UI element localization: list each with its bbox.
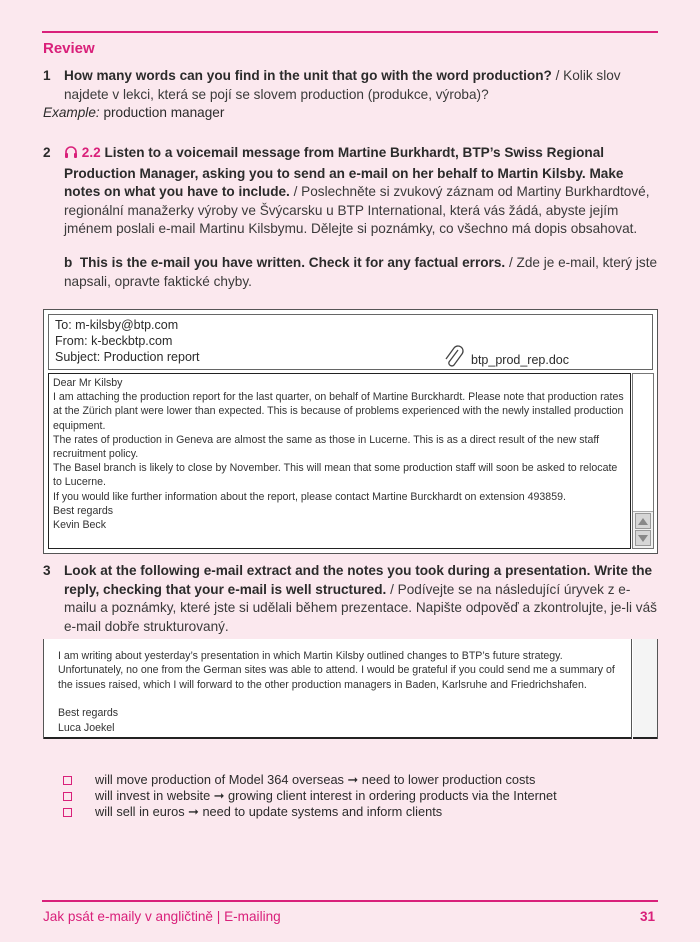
email-body[interactable] <box>48 373 631 549</box>
question-translation: / Zde je e-mail, který jste napsali, opravte faktické chyby. <box>64 255 658 289</box>
question-1 <box>43 67 658 104</box>
question-text: How many words can you find in the unit that go with the word production? <box>64 68 552 83</box>
question-text: Listen to a voicemail message from Martine Burkhardt, BTP’s Swiss Regional Production Manager, asking you to send an e-mail on her behalf to Martin Kilsby. Make notes on what you have to include. <box>64 145 624 199</box>
email-subject: Subject: Production report <box>55 350 200 364</box>
question-number: 1 <box>43 68 51 83</box>
top-rule <box>42 31 658 33</box>
example-text: production manager <box>99 105 225 120</box>
question-3 <box>43 562 658 636</box>
email-extract-text: I am writing about yesterday’s presentation in which Martin Kilsby outlined changes to BTP’s future strategy. Unfortunately, no one from the German sites was able to attend. I would be grateful if you could send me a summary of the issues raised, which I will forward to the other production managers in Baden, Karlsruhe and Friedrichshafen. <box>58 650 615 691</box>
question-letter: b <box>64 255 73 270</box>
email-window <box>43 309 658 554</box>
scrollbar[interactable] <box>632 373 654 549</box>
email-line: The rates of production in Geneva are almost the same as those in Lucerne. This is as a direct result of the new staff recruitment policy. <box>53 433 600 461</box>
email-extract-closing: Best regards <box>58 707 119 720</box>
attachment-name: btp_prod_rep.doc <box>471 353 569 367</box>
checkbox[interactable] <box>63 792 72 801</box>
email-from: From: k-beckbtp.com <box>55 334 173 348</box>
headphones-icon[interactable] <box>64 145 78 165</box>
bottom-rule <box>42 900 658 902</box>
email-line: If you would like further information about the report, please contact Martine Burckhardt on extension 493859. <box>53 490 566 503</box>
arrow-up-icon <box>638 518 648 525</box>
checkbox[interactable] <box>63 808 72 817</box>
notes-list <box>63 772 557 821</box>
email-line: Best regards <box>53 504 114 517</box>
note-text: will move production of Model 364 overseas ➞ need to lower production costs <box>95 772 536 787</box>
note-text: will invest in website ➞ growing client interest in ordering products via the Internet <box>95 788 557 804</box>
email-line: Kevin Beck <box>53 519 106 532</box>
email-extract-name: Luca Joekel <box>58 721 115 734</box>
scrollbar[interactable] <box>633 639 657 739</box>
paperclip-icon <box>443 345 465 375</box>
question-number: 3 <box>43 563 51 578</box>
attachment[interactable] <box>443 345 569 375</box>
email-extract-body[interactable] <box>44 639 632 739</box>
footer-title: Jak psát e-maily v angličtině | E-mailing <box>43 909 281 924</box>
email-extract <box>43 639 658 739</box>
scroll-up-button[interactable] <box>635 513 651 529</box>
question-text: Look at the following e-mail extract and the notes you took during a presentation. Write the reply, checking that your e-mail is well structured. <box>64 563 653 597</box>
example <box>43 105 224 120</box>
scroll-down-button[interactable] <box>635 530 651 546</box>
email-header <box>48 314 653 370</box>
email-line: I am attaching the production report for the last quarter, on behalf of Martine Burckhardt. Please note that production rates at the Zürich plant were lower than expected. This is because of problems experienced with the newly installed production equipment. <box>53 391 624 432</box>
question-translation: / Podívejte se na následující úryvek z e-mailu a poznámky, které jste si udělali během prezentace. Napište odpověď a zkontrolujte, je-li váš e-mail dobře strukturovaný. <box>64 581 657 634</box>
arrow-down-icon <box>638 535 648 542</box>
list-item <box>63 772 557 788</box>
email-line: Dear Mr Kilsby <box>53 377 123 389</box>
email-line: The Basel branch is likely to close by November. This will mean that some production staff will soon be asked to relocate to Lucerne. <box>53 462 618 489</box>
question-text: This is the e-mail you have written. Check it for any factual errors. <box>79 255 506 270</box>
scroll-track[interactable] <box>633 374 653 512</box>
question-number: 2 <box>43 145 51 160</box>
page-number: 31 <box>640 909 656 924</box>
question-translation: / Poslechněte si zvukový záznam od Martiny Burkhardtové, regionální manažerky výroby ve Švýcarsku u BTP International, která vás žádá, abyste jejím jménem poslali e-mail Martinu Kilsbymu. Dělejte si poznámky, co všechno má dopis obsahovat. <box>64 184 650 236</box>
track-number: 2.2 <box>81 145 101 160</box>
example-label: Example: <box>43 105 100 120</box>
checkbox[interactable] <box>63 776 72 785</box>
list-item <box>63 788 557 804</box>
list-item <box>63 804 557 820</box>
email-to: To: m-kilsby@btp.com <box>55 318 179 332</box>
review-title: Review <box>43 40 95 57</box>
question-2b <box>43 254 658 291</box>
note-text: will sell in euros ➞ need to update systems and inform clients <box>95 804 443 820</box>
question-translation: / Kolik slov najdete v lekci, která se pojí se slovem production (produkce, výroba)? <box>64 68 621 102</box>
question-2 <box>43 144 658 239</box>
